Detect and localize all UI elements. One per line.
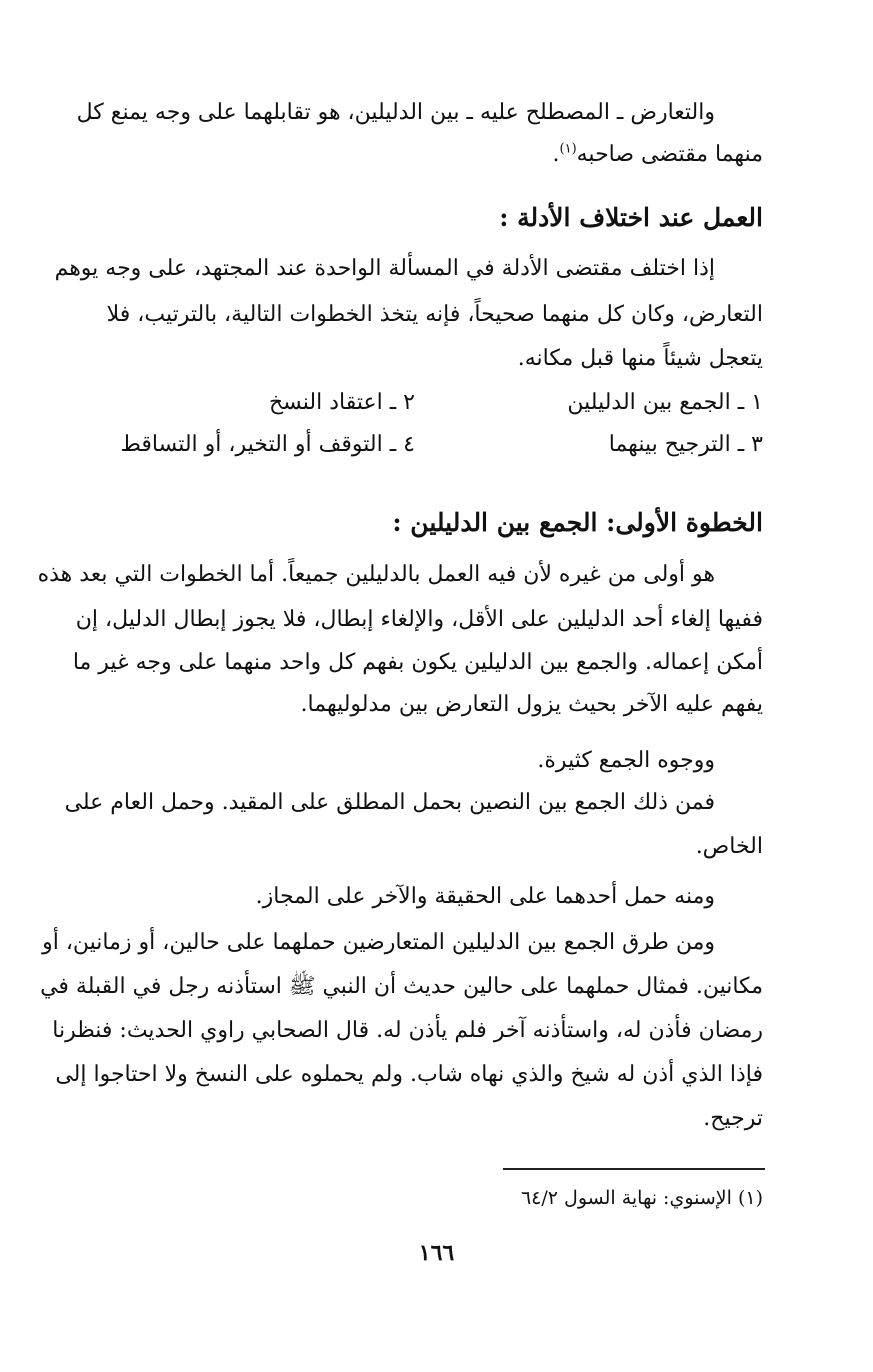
section2-para2: ووجوه الجمع كثيرة. <box>537 748 715 773</box>
section1-para-line-2: التعارض، وكان كل منهما صحيحاً، فإنه يتخذ الخطوات التالية، بالترتيب، فلا <box>106 302 763 327</box>
section2-para5-line-3: رمضان فأذن له، واستأذنه آخر فلم يأذن له. قال الصحابي راوي الحديث: فنظرنا <box>52 1018 763 1043</box>
section2-para5-line-2: مكانين. فمثال حملهما على حالين حديث أن النبي ﷺ استأذنه رجل في القبلة في <box>40 974 763 999</box>
intro-line-2-end: . <box>552 142 560 167</box>
footnote-reference[interactable]: (١) <box>559 141 577 157</box>
section1-para-line-1: إذا اختلف مقتضى الأدلة في المسألة الواحدة عند المجتهد، على وجه يوهم <box>54 256 715 281</box>
step-1-item: ١ ـ الجمع بين الدليلين <box>567 390 763 415</box>
section1-para-line-3: يتعجل شيئاً منها قبل مكانه. <box>517 346 763 371</box>
section2-para5-line-5: ترجيح. <box>703 1106 763 1131</box>
step-4-item: ٤ ـ التوقف أو التخير، أو التساقط <box>120 432 415 457</box>
section2-para1-line-3: أمكن إعماله. والجمع بين الدليلين يكون بفهم كل واحد منهما على وجه غير ما <box>72 650 763 675</box>
page-number: ١٦٦ <box>418 1240 455 1266</box>
step-3-item: ٣ ـ الترجيح بينهما <box>608 432 763 457</box>
section2-para5-line-1: ومن طرق الجمع بين الدليلين المتعارضين حملهما على حالين، أو زمانين، أو <box>42 930 715 955</box>
intro-line-1: والتعارض ـ المصطلح عليه ـ بين الدليلين، هو تقابلهما على وجه يمنع كل <box>76 100 715 125</box>
intro-line-2 <box>108 138 763 172</box>
section2-para3-line-2: الخاص. <box>695 834 763 859</box>
footnote-text: (١) الإسنوي: نهاية السول ٦٤/٢ <box>520 1187 763 1209</box>
step-2-item: ٢ ـ اعتقاد النسخ <box>268 390 415 415</box>
section-heading-first-step: الخطوة الأولى: الجمع بين الدليلين : <box>392 508 763 537</box>
section2-para1-line-2: ففيها إلغاء أحد الدليلين على الأقل، والإلغاء إبطال، فلا يجوز إبطال الدليل، إن <box>75 607 763 632</box>
section2-para1-line-4: يفهم عليه الآخر بحيث يزول التعارض بين مدلوليهما. <box>300 692 763 717</box>
intro-line-2-text: منهما مقتضى صاحبه <box>576 142 763 167</box>
section2-para3-line-1: فمن ذلك الجمع بين النصين بحمل المطلق على المقيد. وحمل العام على <box>64 790 715 815</box>
section-heading-conflict: العمل عند اختلاف الأدلة : <box>499 203 763 232</box>
section2-para1-line-1: هو أولى من غيره لأن فيه العمل بالدليلين جميعاً. أما الخطوات التي بعد هذه <box>37 562 715 587</box>
section2-para5-line-4: فإذا الذي أذن له شيخ والذي نهاه شاب. ولم يحملوه على النسخ ولا احتاجوا إلى <box>55 1062 763 1087</box>
section2-para4: ومنه حمل أحدهما على الحقيقة والآخر على المجاز. <box>255 884 715 909</box>
footnote-separator <box>503 1168 765 1170</box>
